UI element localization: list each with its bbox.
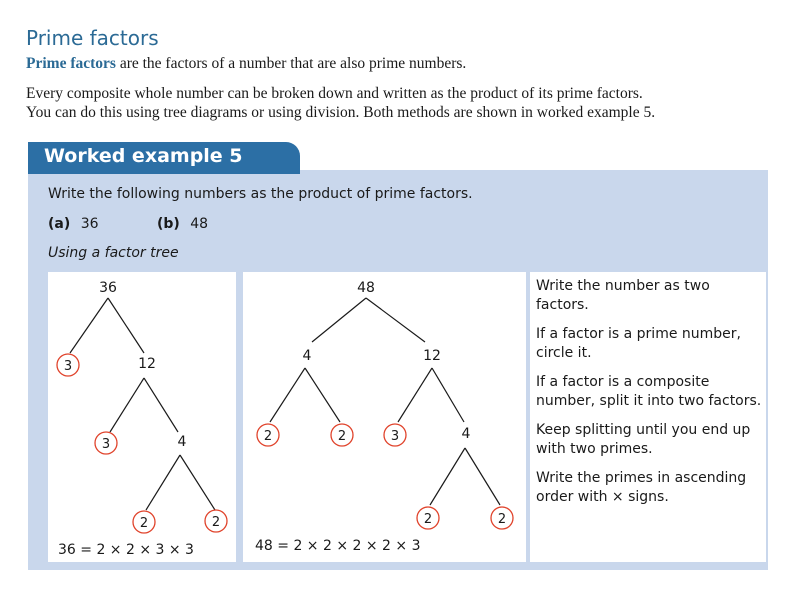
t48-root: 48 [357,280,375,296]
worked-example-title: Worked example 5 [44,145,243,167]
t48-prime-3: 3 [390,429,400,444]
equation-48: 48 = 2 × 2 × 2 × 2 × 3 [255,538,421,554]
step-1: Write the number as two factors. [536,278,710,313]
t36-prime-3a: 3 [63,359,73,374]
steps-list [536,277,764,517]
part-a-label: (a) [48,216,71,232]
page-title: Prime factors [26,26,159,50]
t36-prime-2b: 2 [211,515,221,530]
tree-36-branches [70,298,215,510]
t48-prime-2c: 2 [423,512,433,527]
t36-n4: 4 [177,434,187,450]
paragraph-line-2: You can do this using tree diagrams or using division. Both methods are shown in worked example 5. [26,104,656,121]
t36-prime-2a: 2 [139,516,149,531]
t48-n4a: 4 [302,348,312,364]
intro-term: Prime factors [26,55,116,72]
t48-prime-2a: 2 [263,429,273,444]
equation-36: 36 = 2 × 2 × 3 × 3 [58,542,194,558]
t48-n4b: 4 [461,426,471,442]
t36-n12: 12 [138,356,156,372]
instruction-text: Write the following numbers as the product of prime factors. [48,186,473,202]
t48-prime-2b: 2 [337,429,347,444]
paragraph-line-1: Every composite whole number can be broken down and written as the product of its prime factors. [26,85,643,102]
tree-48-branches [270,298,500,505]
part-b-value: 48 [190,216,209,232]
t48-n12: 12 [423,348,441,364]
step-2: If a factor is a prime number, circle it. [536,326,741,361]
step-4: Keep splitting until you end up with two primes. [536,422,751,457]
step-5: Write the primes in ascending order with × signs. [536,470,747,505]
intro-rest: are the factors of a number that are also prime numbers. [115,55,467,72]
t36-prime-3b: 3 [101,437,111,452]
step-3: If a factor is a composite number, split it into two factors. [536,374,762,409]
part-b-label: (b) [156,216,180,232]
method-label: Using a factor tree [48,245,179,261]
t36-root: 36 [99,280,117,296]
part-a-value: 36 [80,216,99,232]
tree-48-circles [257,424,513,529]
t48-prime-2d: 2 [497,512,507,527]
